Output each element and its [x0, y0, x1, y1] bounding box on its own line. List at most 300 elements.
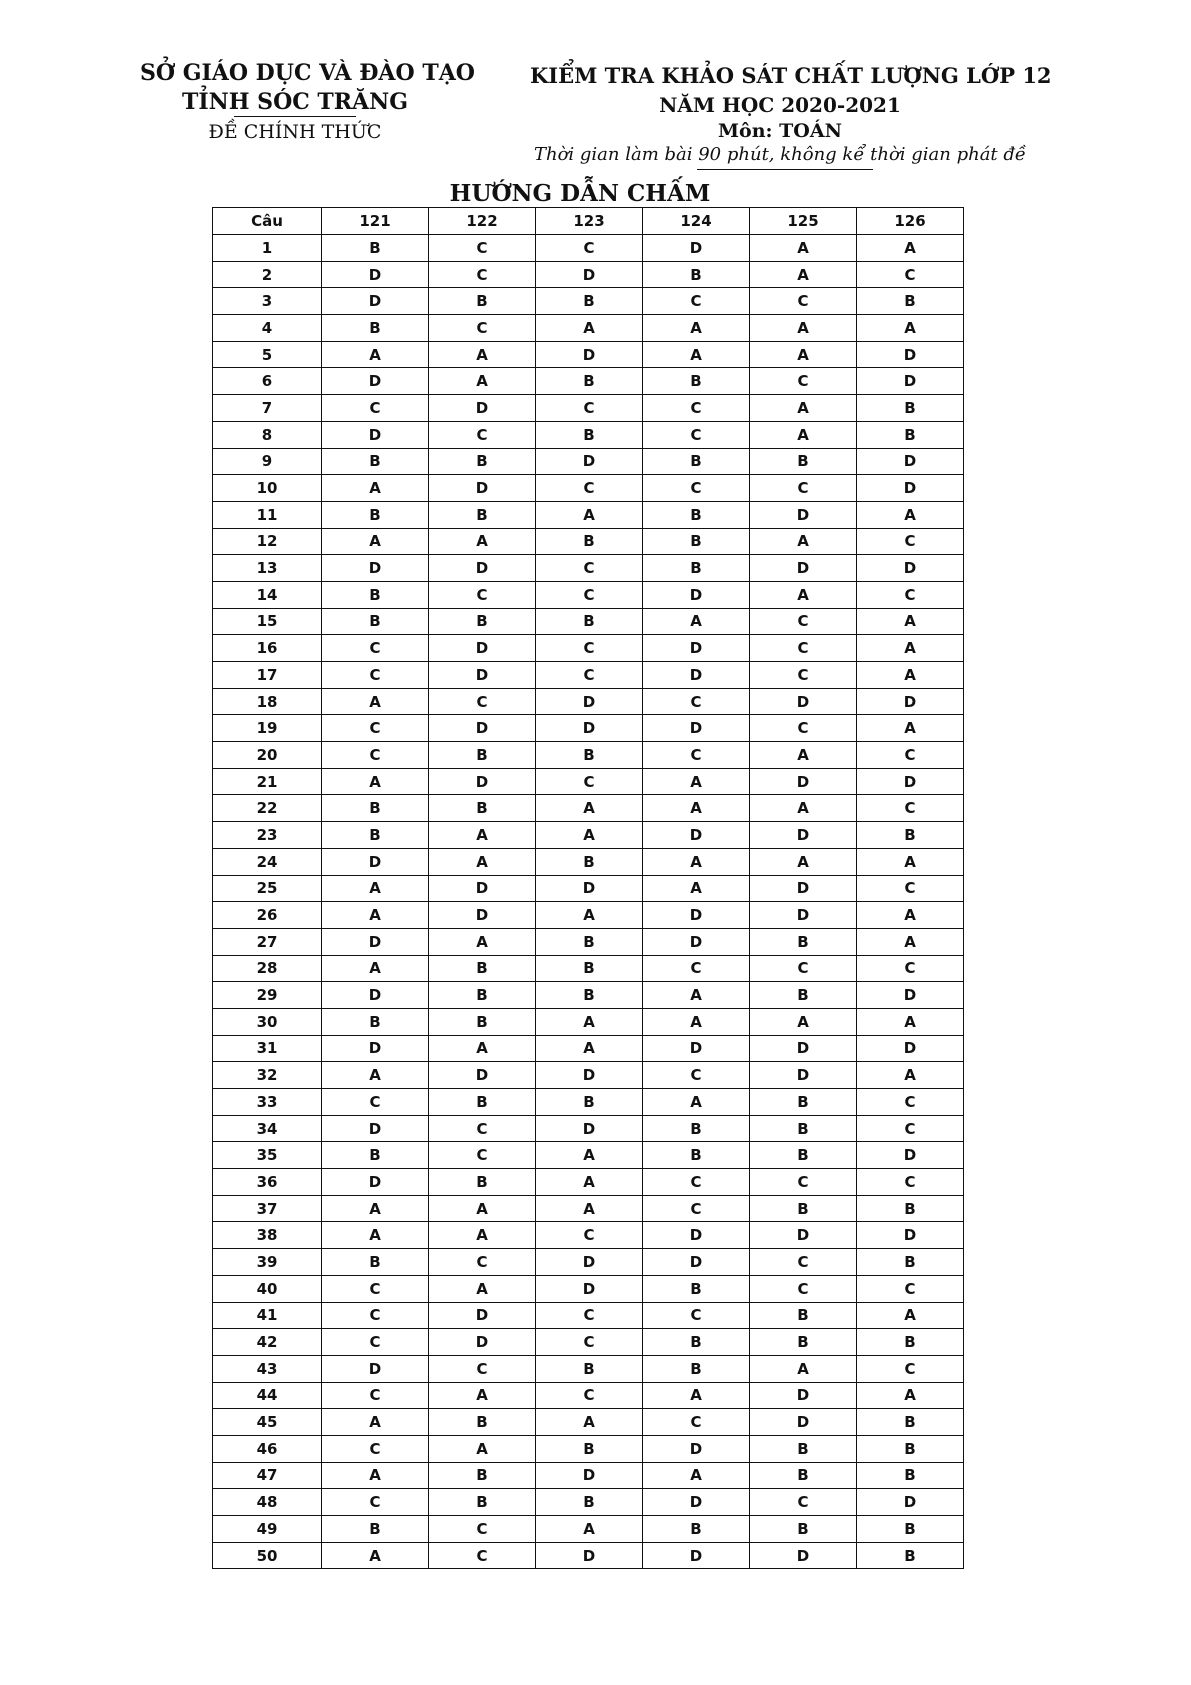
table-row	[213, 742, 964, 769]
question-number: 32	[213, 1062, 322, 1089]
answer-cell: A	[750, 235, 857, 262]
answer-cell: D	[429, 662, 536, 689]
question-number: 46	[213, 1435, 322, 1462]
answer-cell: B	[857, 1249, 964, 1276]
table-row	[213, 528, 964, 555]
answer-cell: C	[750, 955, 857, 982]
answer-cell: C	[857, 795, 964, 822]
answer-cell: C	[536, 395, 643, 422]
answer-cell: A	[322, 875, 429, 902]
table-row	[213, 235, 964, 262]
answer-cell: B	[750, 1302, 857, 1329]
answer-cell: C	[643, 955, 750, 982]
answer-cell: A	[536, 315, 643, 342]
table-row	[213, 1409, 964, 1436]
table-row	[213, 1249, 964, 1276]
answer-cell: B	[643, 1275, 750, 1302]
answer-cell: D	[643, 635, 750, 662]
answer-cell: B	[643, 1115, 750, 1142]
question-number: 9	[213, 448, 322, 475]
answer-cell: D	[536, 1115, 643, 1142]
answer-cell: C	[429, 235, 536, 262]
answer-cell: D	[322, 555, 429, 582]
answer-cell: A	[857, 662, 964, 689]
answer-cell: B	[857, 1462, 964, 1489]
answer-cell: C	[322, 1382, 429, 1409]
answer-cell: C	[857, 1355, 964, 1382]
table-row	[213, 1542, 964, 1569]
answer-cell: C	[322, 715, 429, 742]
answer-cell: B	[429, 448, 536, 475]
table-row	[213, 1435, 964, 1462]
answer-cell: A	[322, 528, 429, 555]
answer-cell: B	[322, 448, 429, 475]
answer-cell: C	[750, 715, 857, 742]
answer-cell: A	[322, 1222, 429, 1249]
answer-cell: B	[643, 368, 750, 395]
answer-cell: D	[322, 1115, 429, 1142]
answer-cell: B	[750, 1115, 857, 1142]
table-row	[213, 688, 964, 715]
answer-cell: B	[750, 982, 857, 1009]
answer-cell: D	[536, 1542, 643, 1569]
answer-cell: B	[857, 395, 964, 422]
table-row	[213, 395, 964, 422]
answer-cell: D	[536, 715, 643, 742]
table-row	[213, 875, 964, 902]
answer-cell: D	[322, 421, 429, 448]
table-row	[213, 1169, 964, 1196]
answer-cell: C	[429, 581, 536, 608]
answer-cell: B	[429, 288, 536, 315]
answer-cell: A	[643, 795, 750, 822]
answer-cell: B	[857, 1329, 964, 1356]
question-number: 11	[213, 501, 322, 528]
answer-cell: D	[643, 822, 750, 849]
question-number: 3	[213, 288, 322, 315]
answer-cell: D	[750, 875, 857, 902]
answer-cell: D	[322, 928, 429, 955]
answer-cell: B	[857, 421, 964, 448]
answer-cell: C	[536, 662, 643, 689]
answer-cell: B	[643, 1355, 750, 1382]
province-underline	[234, 116, 356, 117]
question-number: 8	[213, 421, 322, 448]
answer-cell: B	[322, 1008, 429, 1035]
answer-cell: C	[750, 662, 857, 689]
answer-cell: C	[750, 1249, 857, 1276]
answer-cell: B	[536, 982, 643, 1009]
answer-cell: B	[750, 1195, 857, 1222]
answer-cell: A	[429, 528, 536, 555]
question-number: 31	[213, 1035, 322, 1062]
question-number: 21	[213, 768, 322, 795]
answer-cell: D	[536, 261, 643, 288]
table-row	[213, 795, 964, 822]
question-number: 4	[213, 315, 322, 342]
exam-title: KIỂM TRA KHẢO SÁT CHẤT LƯỢNG LỚP 12	[530, 63, 1052, 88]
answer-cell: C	[536, 1222, 643, 1249]
answer-cell: A	[750, 795, 857, 822]
answer-cell: A	[750, 341, 857, 368]
answer-cell: D	[429, 475, 536, 502]
answer-cell: C	[857, 742, 964, 769]
question-number: 39	[213, 1249, 322, 1276]
answer-cell: A	[322, 1542, 429, 1569]
answer-cell: C	[857, 1169, 964, 1196]
answer-cell: A	[536, 1195, 643, 1222]
exam-code-header: 123	[536, 208, 643, 235]
table-row	[213, 581, 964, 608]
answer-cell: C	[322, 742, 429, 769]
answer-cell: D	[536, 1249, 643, 1276]
question-number: 25	[213, 875, 322, 902]
answer-cell: C	[643, 288, 750, 315]
answer-cell: D	[857, 1222, 964, 1249]
answer-cell: D	[643, 1489, 750, 1516]
answer-cell: C	[643, 742, 750, 769]
exam-code-header: 124	[643, 208, 750, 235]
answer-cell: C	[750, 475, 857, 502]
answer-cell: C	[322, 1435, 429, 1462]
answer-cell: C	[750, 288, 857, 315]
answer-cell: B	[857, 1435, 964, 1462]
answer-cell: C	[750, 1169, 857, 1196]
answer-cell: A	[643, 315, 750, 342]
table-row	[213, 768, 964, 795]
answer-cell: B	[536, 928, 643, 955]
answer-cell: B	[322, 795, 429, 822]
answer-cell: D	[322, 1035, 429, 1062]
answer-cell: B	[322, 608, 429, 635]
province-name: TỈNH SÓC TRĂNG	[181, 89, 409, 115]
answer-cell: A	[536, 1169, 643, 1196]
answer-cell: B	[322, 1142, 429, 1169]
answer-cell: B	[536, 742, 643, 769]
answer-cell: A	[536, 1516, 643, 1543]
answer-cell: B	[857, 1516, 964, 1543]
answer-cell: C	[322, 1302, 429, 1329]
answer-cell: D	[643, 662, 750, 689]
answer-cell: B	[536, 848, 643, 875]
subject: Môn: TOÁN	[718, 120, 842, 142]
answer-cell: C	[536, 235, 643, 262]
answer-cell: D	[536, 1275, 643, 1302]
answer-cell: A	[536, 501, 643, 528]
answer-cell: D	[857, 368, 964, 395]
answer-cell: D	[750, 1409, 857, 1436]
question-number: 6	[213, 368, 322, 395]
table-row	[213, 555, 964, 582]
answer-cell: D	[429, 1329, 536, 1356]
answer-cell: C	[322, 1089, 429, 1116]
answer-cell: D	[643, 1542, 750, 1569]
answer-cell: A	[857, 1062, 964, 1089]
answer-cell: D	[536, 875, 643, 902]
answer-cell: A	[857, 848, 964, 875]
answer-cell: D	[322, 982, 429, 1009]
answer-cell: B	[536, 288, 643, 315]
answer-cell: B	[857, 1409, 964, 1436]
answer-cell: A	[429, 1195, 536, 1222]
answer-cell: D	[322, 848, 429, 875]
answer-cell: C	[857, 1275, 964, 1302]
answer-cell: B	[643, 1329, 750, 1356]
answer-cell: A	[429, 341, 536, 368]
table-row	[213, 1382, 964, 1409]
question-number: 44	[213, 1382, 322, 1409]
answer-cell: C	[750, 635, 857, 662]
answer-cell: A	[643, 768, 750, 795]
answer-cell: A	[429, 1275, 536, 1302]
answer-cell: D	[429, 902, 536, 929]
answer-cell: C	[857, 1115, 964, 1142]
question-number: 45	[213, 1409, 322, 1436]
answer-cell: A	[750, 395, 857, 422]
answer-cell: A	[322, 1462, 429, 1489]
answer-cell: D	[643, 715, 750, 742]
answer-cell: C	[322, 635, 429, 662]
answer-cell: C	[429, 1355, 536, 1382]
answer-cell: C	[643, 1302, 750, 1329]
answer-cell: B	[429, 1462, 536, 1489]
answer-cell: B	[643, 528, 750, 555]
answer-cell: A	[643, 341, 750, 368]
table-row	[213, 955, 964, 982]
answer-cell: D	[643, 1249, 750, 1276]
answer-cell: B	[750, 1462, 857, 1489]
answer-cell: B	[643, 1516, 750, 1543]
answer-cell: A	[429, 848, 536, 875]
answer-cell: C	[536, 475, 643, 502]
answer-cell: A	[429, 822, 536, 849]
answer-cell: C	[536, 581, 643, 608]
question-number: 24	[213, 848, 322, 875]
question-number: 5	[213, 341, 322, 368]
answer-cell: B	[429, 795, 536, 822]
answer-cell: B	[429, 1169, 536, 1196]
answer-cell: D	[429, 555, 536, 582]
table-row	[213, 822, 964, 849]
answer-cell: C	[429, 1542, 536, 1569]
table-row	[213, 1062, 964, 1089]
answer-cell: A	[429, 1382, 536, 1409]
answer-cell: C	[536, 768, 643, 795]
answer-cell: A	[322, 475, 429, 502]
answer-cell: D	[322, 1169, 429, 1196]
exam-code-header: 126	[857, 208, 964, 235]
question-number: 38	[213, 1222, 322, 1249]
answer-cell: C	[429, 421, 536, 448]
answer-cell: B	[857, 1542, 964, 1569]
answer-cell: A	[643, 1089, 750, 1116]
answer-cell: D	[857, 1035, 964, 1062]
answer-cell: D	[429, 395, 536, 422]
answer-cell: B	[750, 1435, 857, 1462]
answer-cell: D	[643, 1222, 750, 1249]
time-underline	[697, 169, 873, 170]
table-row	[213, 261, 964, 288]
answer-cell: A	[750, 315, 857, 342]
answer-cell: B	[429, 982, 536, 1009]
table-row	[213, 288, 964, 315]
answer-cell: C	[429, 1142, 536, 1169]
answer-cell: C	[536, 1382, 643, 1409]
answer-cell: D	[322, 288, 429, 315]
answer-cell: B	[322, 581, 429, 608]
answer-cell: C	[857, 1089, 964, 1116]
question-number: 14	[213, 581, 322, 608]
question-number: 36	[213, 1169, 322, 1196]
answer-cell: A	[643, 982, 750, 1009]
answer-cell: D	[857, 768, 964, 795]
answer-cell: B	[750, 1516, 857, 1543]
answer-cell: A	[750, 421, 857, 448]
answer-cell: B	[429, 955, 536, 982]
answer-cell: D	[429, 1302, 536, 1329]
answer-cell: B	[750, 1142, 857, 1169]
answer-cell: A	[429, 1222, 536, 1249]
table-row	[213, 608, 964, 635]
answer-cell: D	[322, 1355, 429, 1382]
answer-cell: C	[322, 395, 429, 422]
answer-cell: D	[750, 688, 857, 715]
answer-cell: D	[536, 688, 643, 715]
table-header-row	[213, 208, 964, 235]
table-row	[213, 1489, 964, 1516]
table-row	[213, 501, 964, 528]
answer-cell: B	[750, 928, 857, 955]
question-number: 40	[213, 1275, 322, 1302]
table-row	[213, 848, 964, 875]
answer-cell: D	[536, 1062, 643, 1089]
school-year: NĂM HỌC 2020-2021	[659, 93, 901, 117]
answer-cell: A	[857, 1302, 964, 1329]
answer-cell: B	[643, 448, 750, 475]
answer-cell: A	[536, 822, 643, 849]
table-row	[213, 635, 964, 662]
answer-cell: A	[643, 875, 750, 902]
table-row	[213, 1035, 964, 1062]
answer-cell: B	[429, 742, 536, 769]
answer-cell: C	[643, 1169, 750, 1196]
answer-cell: B	[322, 501, 429, 528]
question-number: 35	[213, 1142, 322, 1169]
question-number: 26	[213, 902, 322, 929]
answer-cell: A	[750, 261, 857, 288]
answer-cell: A	[322, 341, 429, 368]
answer-cell: D	[429, 1062, 536, 1089]
table-row	[213, 662, 964, 689]
answer-cell: D	[643, 1435, 750, 1462]
answer-cell: D	[857, 341, 964, 368]
answer-cell: A	[643, 1382, 750, 1409]
table-row	[213, 1115, 964, 1142]
table-row	[213, 982, 964, 1009]
answer-cell: B	[643, 1142, 750, 1169]
answer-cell: B	[643, 261, 750, 288]
answer-cell: A	[857, 501, 964, 528]
question-number: 42	[213, 1329, 322, 1356]
answer-cell: A	[643, 1462, 750, 1489]
answer-cell: A	[322, 902, 429, 929]
answer-cell: B	[536, 955, 643, 982]
question-number: 2	[213, 261, 322, 288]
answer-cell: D	[429, 715, 536, 742]
answer-cell: B	[322, 235, 429, 262]
question-number: 20	[213, 742, 322, 769]
answer-cell: B	[322, 822, 429, 849]
table-row	[213, 1516, 964, 1543]
answer-cell: A	[857, 1382, 964, 1409]
answer-cell: B	[429, 501, 536, 528]
question-number: 16	[213, 635, 322, 662]
answer-cell: A	[857, 928, 964, 955]
question-number: 17	[213, 662, 322, 689]
answer-cell: D	[643, 928, 750, 955]
question-number: 13	[213, 555, 322, 582]
answer-cell: B	[536, 1355, 643, 1382]
answer-cell: C	[643, 395, 750, 422]
table-row	[213, 928, 964, 955]
answer-cell: D	[750, 768, 857, 795]
answer-cell: D	[429, 875, 536, 902]
answer-cell: D	[857, 1489, 964, 1516]
answer-cell: C	[750, 608, 857, 635]
answer-cell: C	[750, 1275, 857, 1302]
answer-cell: A	[750, 1355, 857, 1382]
question-number: 33	[213, 1089, 322, 1116]
answer-cell: C	[643, 421, 750, 448]
question-number: 10	[213, 475, 322, 502]
table-row	[213, 368, 964, 395]
answer-cell: A	[750, 848, 857, 875]
question-number: 27	[213, 928, 322, 955]
answer-cell: C	[429, 1516, 536, 1543]
answer-cell: D	[643, 1035, 750, 1062]
answer-cell: C	[857, 955, 964, 982]
answer-cell: A	[322, 688, 429, 715]
exam-code-header: 125	[750, 208, 857, 235]
question-number: 37	[213, 1195, 322, 1222]
answer-cell: D	[536, 1462, 643, 1489]
answer-cell: A	[536, 902, 643, 929]
answer-cell: C	[857, 875, 964, 902]
answer-cell: C	[643, 1195, 750, 1222]
answer-cell: A	[322, 1062, 429, 1089]
answer-cell: C	[429, 261, 536, 288]
answer-cell: B	[643, 501, 750, 528]
answer-cell: D	[429, 635, 536, 662]
answer-cell: D	[750, 1382, 857, 1409]
answer-cell: A	[429, 928, 536, 955]
answer-cell: B	[643, 555, 750, 582]
answer-cell: A	[643, 608, 750, 635]
answer-cell: C	[857, 581, 964, 608]
answer-cell: D	[750, 1035, 857, 1062]
answer-cell: D	[429, 768, 536, 795]
official-label: ĐỀ CHÍNH THỨC	[208, 121, 382, 143]
answer-cell: D	[643, 902, 750, 929]
department-name: SỞ GIÁO DỤC VÀ ĐÀO TẠO	[140, 60, 475, 86]
answer-cell: C	[536, 1302, 643, 1329]
time-allowed: Thời gian làm bài 90 phút, không kể thời gian phát đề	[533, 144, 1026, 165]
answer-cell: D	[322, 261, 429, 288]
answer-cell: A	[857, 315, 964, 342]
question-column-header: Câu	[213, 208, 322, 235]
exam-code-header: 122	[429, 208, 536, 235]
answer-cell: C	[857, 261, 964, 288]
